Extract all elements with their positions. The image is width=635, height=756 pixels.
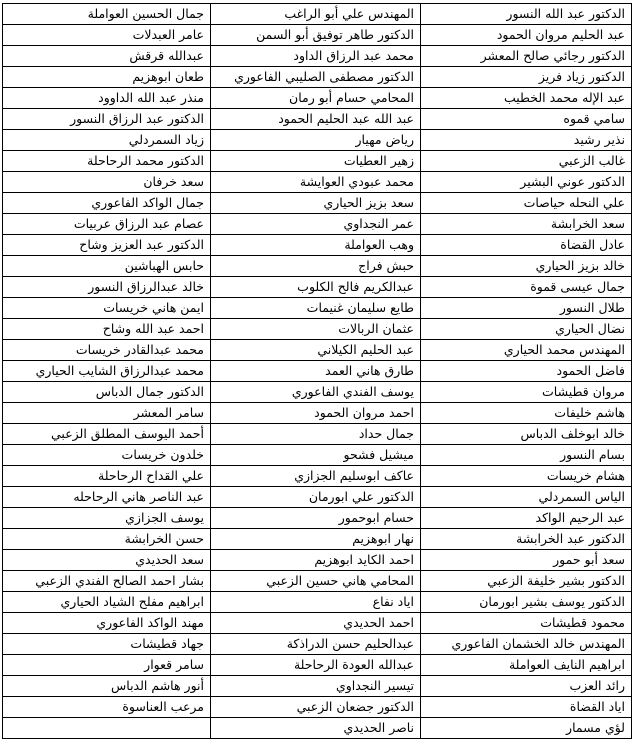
table-row xyxy=(3,487,632,508)
name-cell: الدكتور مصطفى الصليبي الفاعوري xyxy=(211,67,421,88)
name-cell: أحمد اليوسف المطلق الزعبي xyxy=(3,424,211,445)
table-row xyxy=(3,466,632,487)
table-row xyxy=(3,235,632,256)
name-cell: الدكتور عوني البشير xyxy=(421,172,632,193)
name-cell: الدكتور جضعان الزعبي xyxy=(211,697,421,718)
name-cell: الدكتور عبد الله النسور xyxy=(421,4,632,25)
name-cell: سامر المعشر xyxy=(3,403,211,424)
name-cell: علي القداح الرحاحلة xyxy=(3,466,211,487)
name-cell: احمد مروان الحمود xyxy=(211,403,421,424)
names-table-body xyxy=(3,4,632,739)
table-row xyxy=(3,193,632,214)
name-cell: عصام عبد الرزاق عربيات xyxy=(3,214,211,235)
name-cell: حبش فراج xyxy=(211,256,421,277)
name-cell: أنور هاشم الدباس xyxy=(3,676,211,697)
name-cell: يوسف الفندي الفاعوري xyxy=(211,382,421,403)
name-cell: جمال الحسين العواملة xyxy=(3,4,211,25)
table-row xyxy=(3,298,632,319)
name-cell: مرعب العناسوة xyxy=(3,697,211,718)
name-cell: رائد العزب xyxy=(421,676,632,697)
name-cell: احمد الكايد ابوهزيم xyxy=(211,550,421,571)
name-cell: محمود قطيشات xyxy=(421,613,632,634)
table-row xyxy=(3,424,632,445)
name-cell: الدكتور عبد العزيز وشاح xyxy=(3,235,211,256)
name-cell: المهندس محمد الحياري xyxy=(421,340,632,361)
name-cell: عثمان الربالات xyxy=(211,319,421,340)
name-cell: بسام النسور xyxy=(421,445,632,466)
name-cell: طارق هاني العمد xyxy=(211,361,421,382)
table-row xyxy=(3,445,632,466)
table-row xyxy=(3,67,632,88)
table-row xyxy=(3,697,632,718)
name-cell: محمد عبدالرزاق الشايب الحياري xyxy=(3,361,211,382)
name-cell: الدكتور جمال الدباس xyxy=(3,382,211,403)
name-cell: طايع سليمان غنيمات xyxy=(211,298,421,319)
name-cell: عبد الحليم مروان الحمود xyxy=(421,25,632,46)
table-row xyxy=(3,25,632,46)
table-row xyxy=(3,550,632,571)
name-cell: وهب العواملة xyxy=(211,235,421,256)
name-cell xyxy=(3,718,211,739)
name-cell: علي النحله حياصات xyxy=(421,193,632,214)
name-cell: الياس السمردلي xyxy=(421,487,632,508)
name-cell: المحامي هاني حسين الزعبي xyxy=(211,571,421,592)
table-row xyxy=(3,214,632,235)
name-cell: ايمن هاني خريسات xyxy=(3,298,211,319)
table-row xyxy=(3,319,632,340)
table-row xyxy=(3,172,632,193)
table-row xyxy=(3,655,632,676)
name-cell: الدكتور رجائي صالح المعشر xyxy=(421,46,632,67)
name-cell: ابراهيم مفلح الشياد الحياري xyxy=(3,592,211,613)
name-cell: عبد الله عبد الحليم الحمود xyxy=(211,109,421,130)
name-cell: الدكتور زياد فريز xyxy=(421,67,632,88)
name-cell: زهير العطيات xyxy=(211,151,421,172)
name-cell: طعان ابوهزيم xyxy=(3,67,211,88)
name-cell: عبد الإله محمد الخطيب xyxy=(421,88,632,109)
name-cell: سامر قعوار xyxy=(3,655,211,676)
table-row xyxy=(3,529,632,550)
name-cell: يوسف الجزازي xyxy=(3,508,211,529)
name-cell: منذر عبد الله الداوود xyxy=(3,88,211,109)
name-cell: الدكتور عبد الخرابشة xyxy=(421,529,632,550)
name-cell: محمد عبد الرزاق الداود xyxy=(211,46,421,67)
table-row xyxy=(3,508,632,529)
name-cell: سعد خرفان xyxy=(3,172,211,193)
name-cell: سامي قموه xyxy=(421,109,632,130)
name-cell: حابس الهباشين xyxy=(3,256,211,277)
name-cell: نذير رشيد xyxy=(421,130,632,151)
name-cell: جمال حداد xyxy=(211,424,421,445)
name-cell: اياد نفاع xyxy=(211,592,421,613)
name-cell: المهندس علي أبو الراغب xyxy=(211,4,421,25)
name-cell: سعد أبو حمور xyxy=(421,550,632,571)
name-cell: الدكتور طاهر توفيق أبو السمن xyxy=(211,25,421,46)
name-cell: عبد الرحيم الواكد xyxy=(421,508,632,529)
name-cell: خلدون خريسات xyxy=(3,445,211,466)
table-row xyxy=(3,340,632,361)
name-cell: زياد السمردلي xyxy=(3,130,211,151)
name-cell: عبدالكريم فالح الكلوب xyxy=(211,277,421,298)
table-row xyxy=(3,592,632,613)
name-cell: نهار ابوهزيم xyxy=(211,529,421,550)
name-cell: الدكتور علي ابورمان xyxy=(211,487,421,508)
name-cell: المحامي حسام أبو رمان xyxy=(211,88,421,109)
table-row xyxy=(3,361,632,382)
name-cell: رياض مهيار xyxy=(211,130,421,151)
table-row xyxy=(3,88,632,109)
name-cell: عبد الناصر هاني الرحاحله xyxy=(3,487,211,508)
name-cell: عبدالله قرقش xyxy=(3,46,211,67)
name-cell: نضال الحياري xyxy=(421,319,632,340)
name-cell: احمد عبد الله وشاح xyxy=(3,319,211,340)
table-row xyxy=(3,4,632,25)
name-cell: سعد بزيز الحياري xyxy=(211,193,421,214)
name-cell: ميشيل فشحو xyxy=(211,445,421,466)
name-cell: عامر العبدلات xyxy=(3,25,211,46)
table-row xyxy=(3,676,632,697)
name-cell: المهندس خالد الخشمان الفاعوري xyxy=(421,634,632,655)
table-row xyxy=(3,718,632,739)
name-cell: عبدالحليم حسن الدراذكة xyxy=(211,634,421,655)
name-cell: هاشم خليفات xyxy=(421,403,632,424)
name-cell: هشام خريسات xyxy=(421,466,632,487)
name-cell: عبدالله العودة الرحاحلة xyxy=(211,655,421,676)
name-cell: عاكف ابوسليم الجزازي xyxy=(211,466,421,487)
names-table xyxy=(2,3,632,739)
name-cell: عادل القضاة xyxy=(421,235,632,256)
name-cell: ناصر الحديدي xyxy=(211,718,421,739)
table-row xyxy=(3,46,632,67)
name-cell: ابراهيم النايف العواملة xyxy=(421,655,632,676)
table-row xyxy=(3,382,632,403)
name-cell: عبد الحليم الكيلاني xyxy=(211,340,421,361)
name-cell: تيسير النجداوي xyxy=(211,676,421,697)
name-cell: سعد الحديدي xyxy=(3,550,211,571)
name-cell: خالد عبدالرزاق النسور xyxy=(3,277,211,298)
name-cell: حسام ابوحمور xyxy=(211,508,421,529)
name-cell: لؤي مسمار xyxy=(421,718,632,739)
name-cell: محمد عبودي العوايشة xyxy=(211,172,421,193)
table-row xyxy=(3,256,632,277)
table-row xyxy=(3,571,632,592)
name-cell: مروان قطيشات xyxy=(421,382,632,403)
name-cell: محمد عبدالقادر خريسات xyxy=(3,340,211,361)
name-cell: فاضل الحمود xyxy=(421,361,632,382)
table-row xyxy=(3,109,632,130)
table-row xyxy=(3,613,632,634)
name-cell: غالب الزعبي xyxy=(421,151,632,172)
name-cell: حسن الخرابشة xyxy=(3,529,211,550)
name-cell: سعد الخرابشة xyxy=(421,214,632,235)
name-cell: الدكتور عبد الرزاق النسور xyxy=(3,109,211,130)
table-row xyxy=(3,130,632,151)
name-cell: الدكتور بشير خليفة الزعبي xyxy=(421,571,632,592)
table-row xyxy=(3,277,632,298)
name-cell: اياد القضاة xyxy=(421,697,632,718)
name-cell: الدكتور محمد الرحاحلة xyxy=(3,151,211,172)
name-cell: جمال الواكد الفاعوري xyxy=(3,193,211,214)
table-row xyxy=(3,403,632,424)
name-cell: جهاد قطيشات xyxy=(3,634,211,655)
name-cell: الدكتور يوسف بشير ابورمان xyxy=(421,592,632,613)
table-row xyxy=(3,634,632,655)
table-row xyxy=(3,151,632,172)
name-cell: طلال النسور xyxy=(421,298,632,319)
name-cell: احمد الحديدي xyxy=(211,613,421,634)
name-cell: عمر النجداوي xyxy=(211,214,421,235)
name-cell: مهند الواكد الفاعوري xyxy=(3,613,211,634)
name-cell: جمال عيسى قموة xyxy=(421,277,632,298)
name-cell: خالد بزيز الحياري xyxy=(421,256,632,277)
name-cell: خالد ابوخلف الدباس xyxy=(421,424,632,445)
name-cell: بشار احمد الصالح الفندي الزعبي xyxy=(3,571,211,592)
